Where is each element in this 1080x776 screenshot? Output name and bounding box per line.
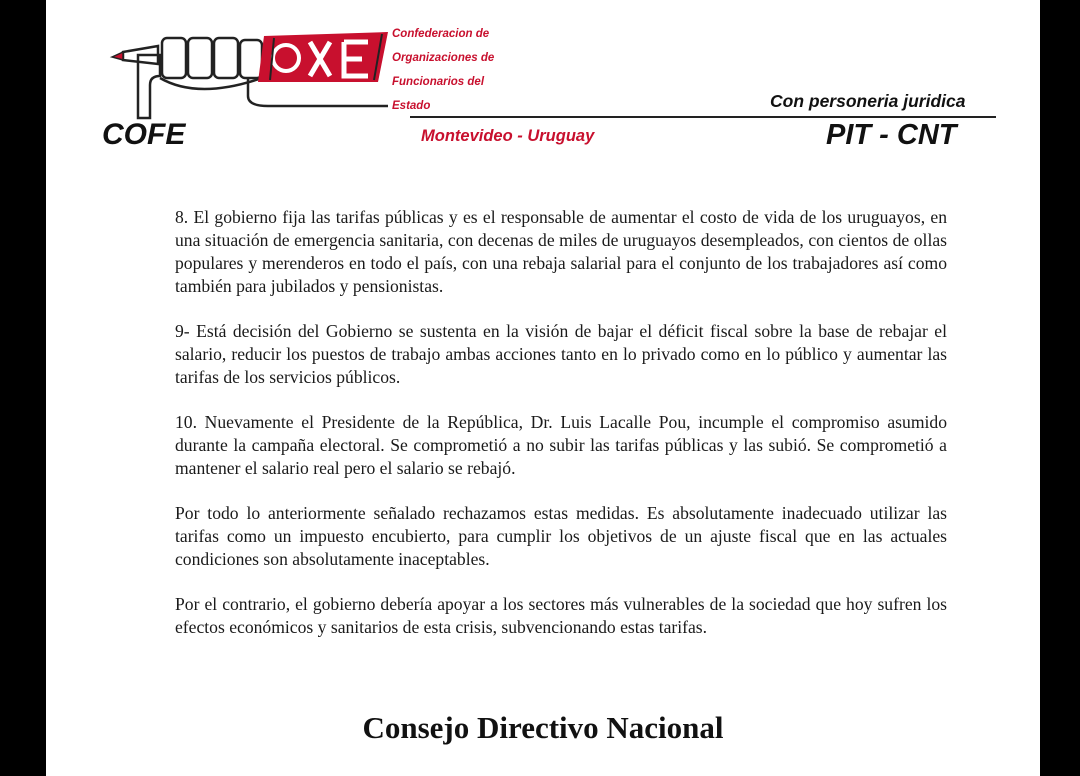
org-line: Estado	[392, 100, 431, 112]
org-acronym: COFE	[102, 118, 186, 151]
document-body	[175, 206, 947, 661]
fist-holding-cofe-emblem-icon	[98, 20, 388, 120]
signature: Consejo Directivo Nacional	[362, 710, 724, 745]
org-line: Confederacion de	[392, 28, 490, 40]
paragraph: 9- Está decisión del Gobierno se sustenta en la visión de bajar el déficit fiscal sobre la base de rebajar el salario, reducir los puestos de trabajo ambas acciones tanto en lo privado como en lo público y aumentar las tarifas de los servicios públicos.	[175, 321, 947, 387]
paragraph: Por todo lo anteriormente señalado rechazamos estas medidas. Es absolutamente inadecuado utilizar las tarifas como un impuesto encubierto, para cumplir los objetivos de un ajuste fiscal que en las actuales condiciones son absolutamente inaceptables.	[175, 503, 947, 569]
org-line: Organizaciones de	[392, 52, 495, 64]
organization-name	[392, 22, 494, 118]
header-divider	[410, 116, 996, 118]
legal-status: Con personeria juridica	[770, 91, 966, 111]
location: Montevideo - Uruguay	[421, 127, 595, 145]
paragraph: Por el contrario, el gobierno debería apoyar a los sectores más vulnerables de la sociedad que hoy sufren los efectos económicos y sanitarios de esta crisis, subvencionando estas tarifas.	[175, 594, 947, 637]
paragraph: 8. El gobierno fija las tarifas públicas y es el responsable de aumentar el costo de vida de los uruguayos, en una situación de emergencia sanitaria, con decenas de miles de uruguayos desempleados, con cientos de ollas populares y merenderos en todo el país, con una rebaja salarial para el conjunto de los trabajadores así como también para jubilados y pensionistas.	[175, 207, 947, 296]
paragraph: 10. Nuevamente el Presidente de la República, Dr. Luis Lacalle Pou, incumple el compromiso asumido durante la campaña electoral. Se comprometió a no subir las tarifas públicas y las subió. Se comprometió a mantener el salario real pero el salario se rebajó.	[175, 412, 947, 478]
affiliation: PIT - CNT	[826, 119, 957, 151]
org-line: Funcionarios del	[392, 76, 485, 88]
document-page	[46, 0, 1040, 776]
